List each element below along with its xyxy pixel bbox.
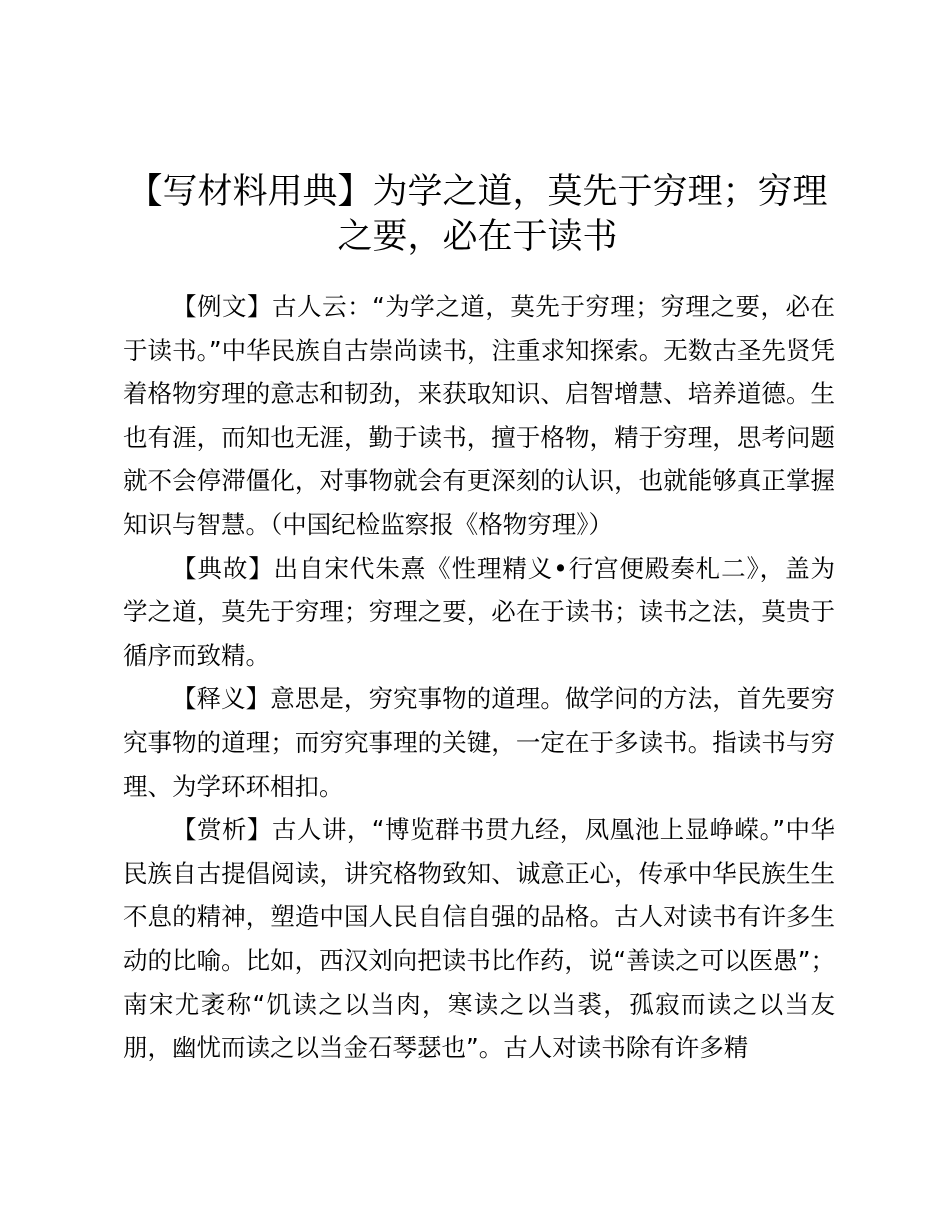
page-title: 【写材料用典】为学之道，莫先于穷理；穷理之要，必在于读书 [127, 172, 828, 257]
paragraph-example: 【例文】古人云：“为学之道，莫先于穷理；穷理之要，必在于读书。”中华民族自古崇尚读书，注重求知探索。无数古圣先贤凭着格物穷理的意志和韧劲，来获取知识、启智增慧、培养道德。生也有涯，而知也无涯，勤于读书，擅于格物，精于穷理，思考问题就不会停滞僵化，对事物就会有更深刻的认识，也就能够真正掌握知识与智慧。（中国纪检监察报《格物穷理》） [123, 292, 835, 539]
paragraph-allusion: 【典故】出自宋代朱熹《性理精义•行宫便殿奏札二》，盖为学之道，莫先于穷理；穷理之要，必在于读书；读书之法，莫贵于循序而致精。 [123, 553, 835, 670]
paragraph-interpretation: 【释义】意思是，穷究事物的道理。做学问的方法，首先要穷究事物的道理；而穷究事理的关键，一定在于多读书。指读书与穷理、为学环环相扣。 [123, 684, 835, 801]
paragraph-appreciation: 【赏析】古人讲，“博览群书贯九经，凤凰池上显峥嵘。”中华民族自古提倡阅读，讲究格物致知、诚意正心，传承中华民族生生不息的精神，塑造中国人民自信自强的品格。古人对读书有许多生动的比喻。比如，西汉刘向把读书比作药，说“善读之可以医愚”；南宋尤袤称“饥读之以当肉，寒读之以当裘，孤寂而读之以当友朋，幽忧而读之以当金石琴瑟也”。古人对读书除有许多精 [123, 815, 835, 1063]
document-body [123, 285, 835, 1070]
